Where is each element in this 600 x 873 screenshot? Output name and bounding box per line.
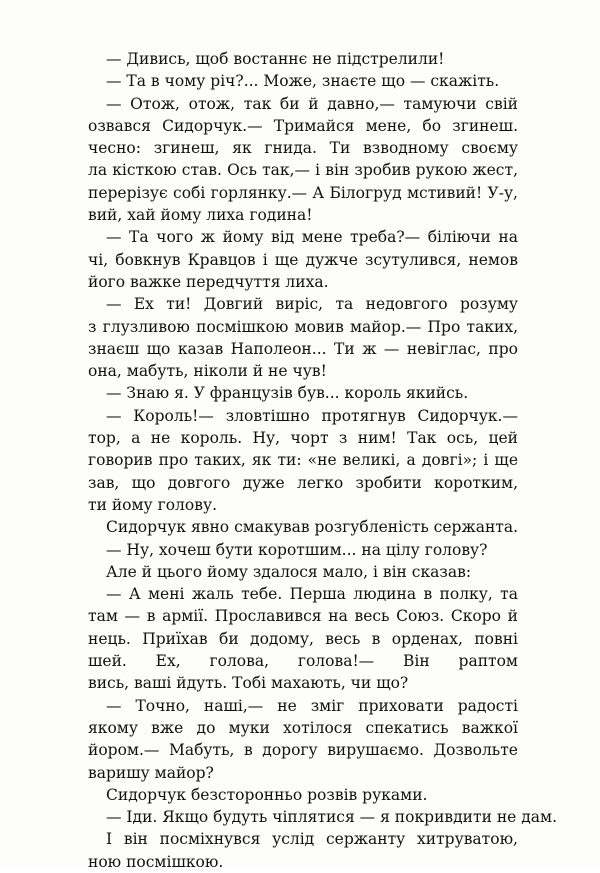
text-line: зав, що довгого дуже легко зробити коротким, [88,473,518,492]
text-line: — Дивись, щоб востаннє не підстрелили! [106,50,445,68]
text-line: — Та чого ж йому від мене треба?— біліючи на [106,228,518,247]
text-line: І він посміхнувся услід сержанту хитруватою, [106,830,518,849]
text-line: знаєш що казав Наполеон... Ти ж — невіглас, про [88,339,518,358]
text-line: Але й цього йому здалося мало, і він сказав: [106,562,472,581]
text-line: — Король!— зловтішно протягнув Сидорчук.— [106,406,518,425]
text-line: она, мабуть, ніколи й не чув! [88,362,327,381]
text-line: ла кісткою став. Ось так,— і він зробив рукою жест, [88,161,518,180]
text-line: перерізує собі горлянку.— А Білогруд мстивий! У-у, [88,183,518,202]
text-line: якому вже до муки хотілося спекатись важкої [88,718,518,737]
text-line: тор, а не король. Ну, чорт з ним! Так ось, цей [88,429,518,448]
text-line: шей. Ех, голова, голова!— Він раптом [88,652,518,671]
text-line: нець. Приїхав би додому, весь в орденах, повні [88,629,518,648]
text-line: — Іди. Якщо будуть чіплятися — я покривдити не дам. [106,808,558,827]
text-line: Сидорчук безсторонньо розвів руками. [106,785,428,804]
text-line: там — в армії. Прославився на весь Союз. Скоро й [88,607,518,626]
text-line: Сидорчук явно смакував розгубленість сержанта. [106,518,519,537]
text-line: — Ех ти! Довгий виріс, та недовгого розуму [106,295,518,314]
text-line: озвався Сидорчук.— Тримайся мене, бо згинеш. [88,116,518,135]
text-line: вись, ваші йдуть. Тобі махають, чи що? [88,674,409,693]
text-line: чесно: згинеш, як гнида. Ти взводному своєму [88,139,518,158]
text-line: чі, бовкнув Кравцов і ще дужче зсутулився, немов [88,250,518,269]
text-line: варишу майор? [88,763,214,782]
text-line: — Отож, отож, так би й давно,— тамуючи свій [106,94,518,113]
text-line: з глузливою посмішкою мовив майор.— Про таких, [88,317,518,336]
text-line: — Точно, наші,— не зміг приховати радості [106,696,518,715]
text-line: — Ну, хочеш бути коротшим... на цілу голову? [106,540,488,559]
text-line: йором.— Мабуть, в дорогу вирушаємо. Дозвольте [88,741,518,760]
text-line: ною посмішкою. [88,852,224,871]
text-line: говорив про таких, як ти: «не великі, а довгі»; і ще [88,451,518,470]
text-line: ти йому голову. [88,495,218,514]
body-text [88,48,558,873]
text-line: вий, хай йому лиха година! [88,206,313,225]
text-line: — А мені жаль тебе. Перша людина в полку, та [106,585,518,604]
text-line: його важке передчуття лиха. [88,272,329,291]
text-line: — Знаю я. У французів був... король якийсь. [106,384,469,403]
text-line: — Та в чому річ?... Може, знаєте що — скажіть. [106,72,500,91]
